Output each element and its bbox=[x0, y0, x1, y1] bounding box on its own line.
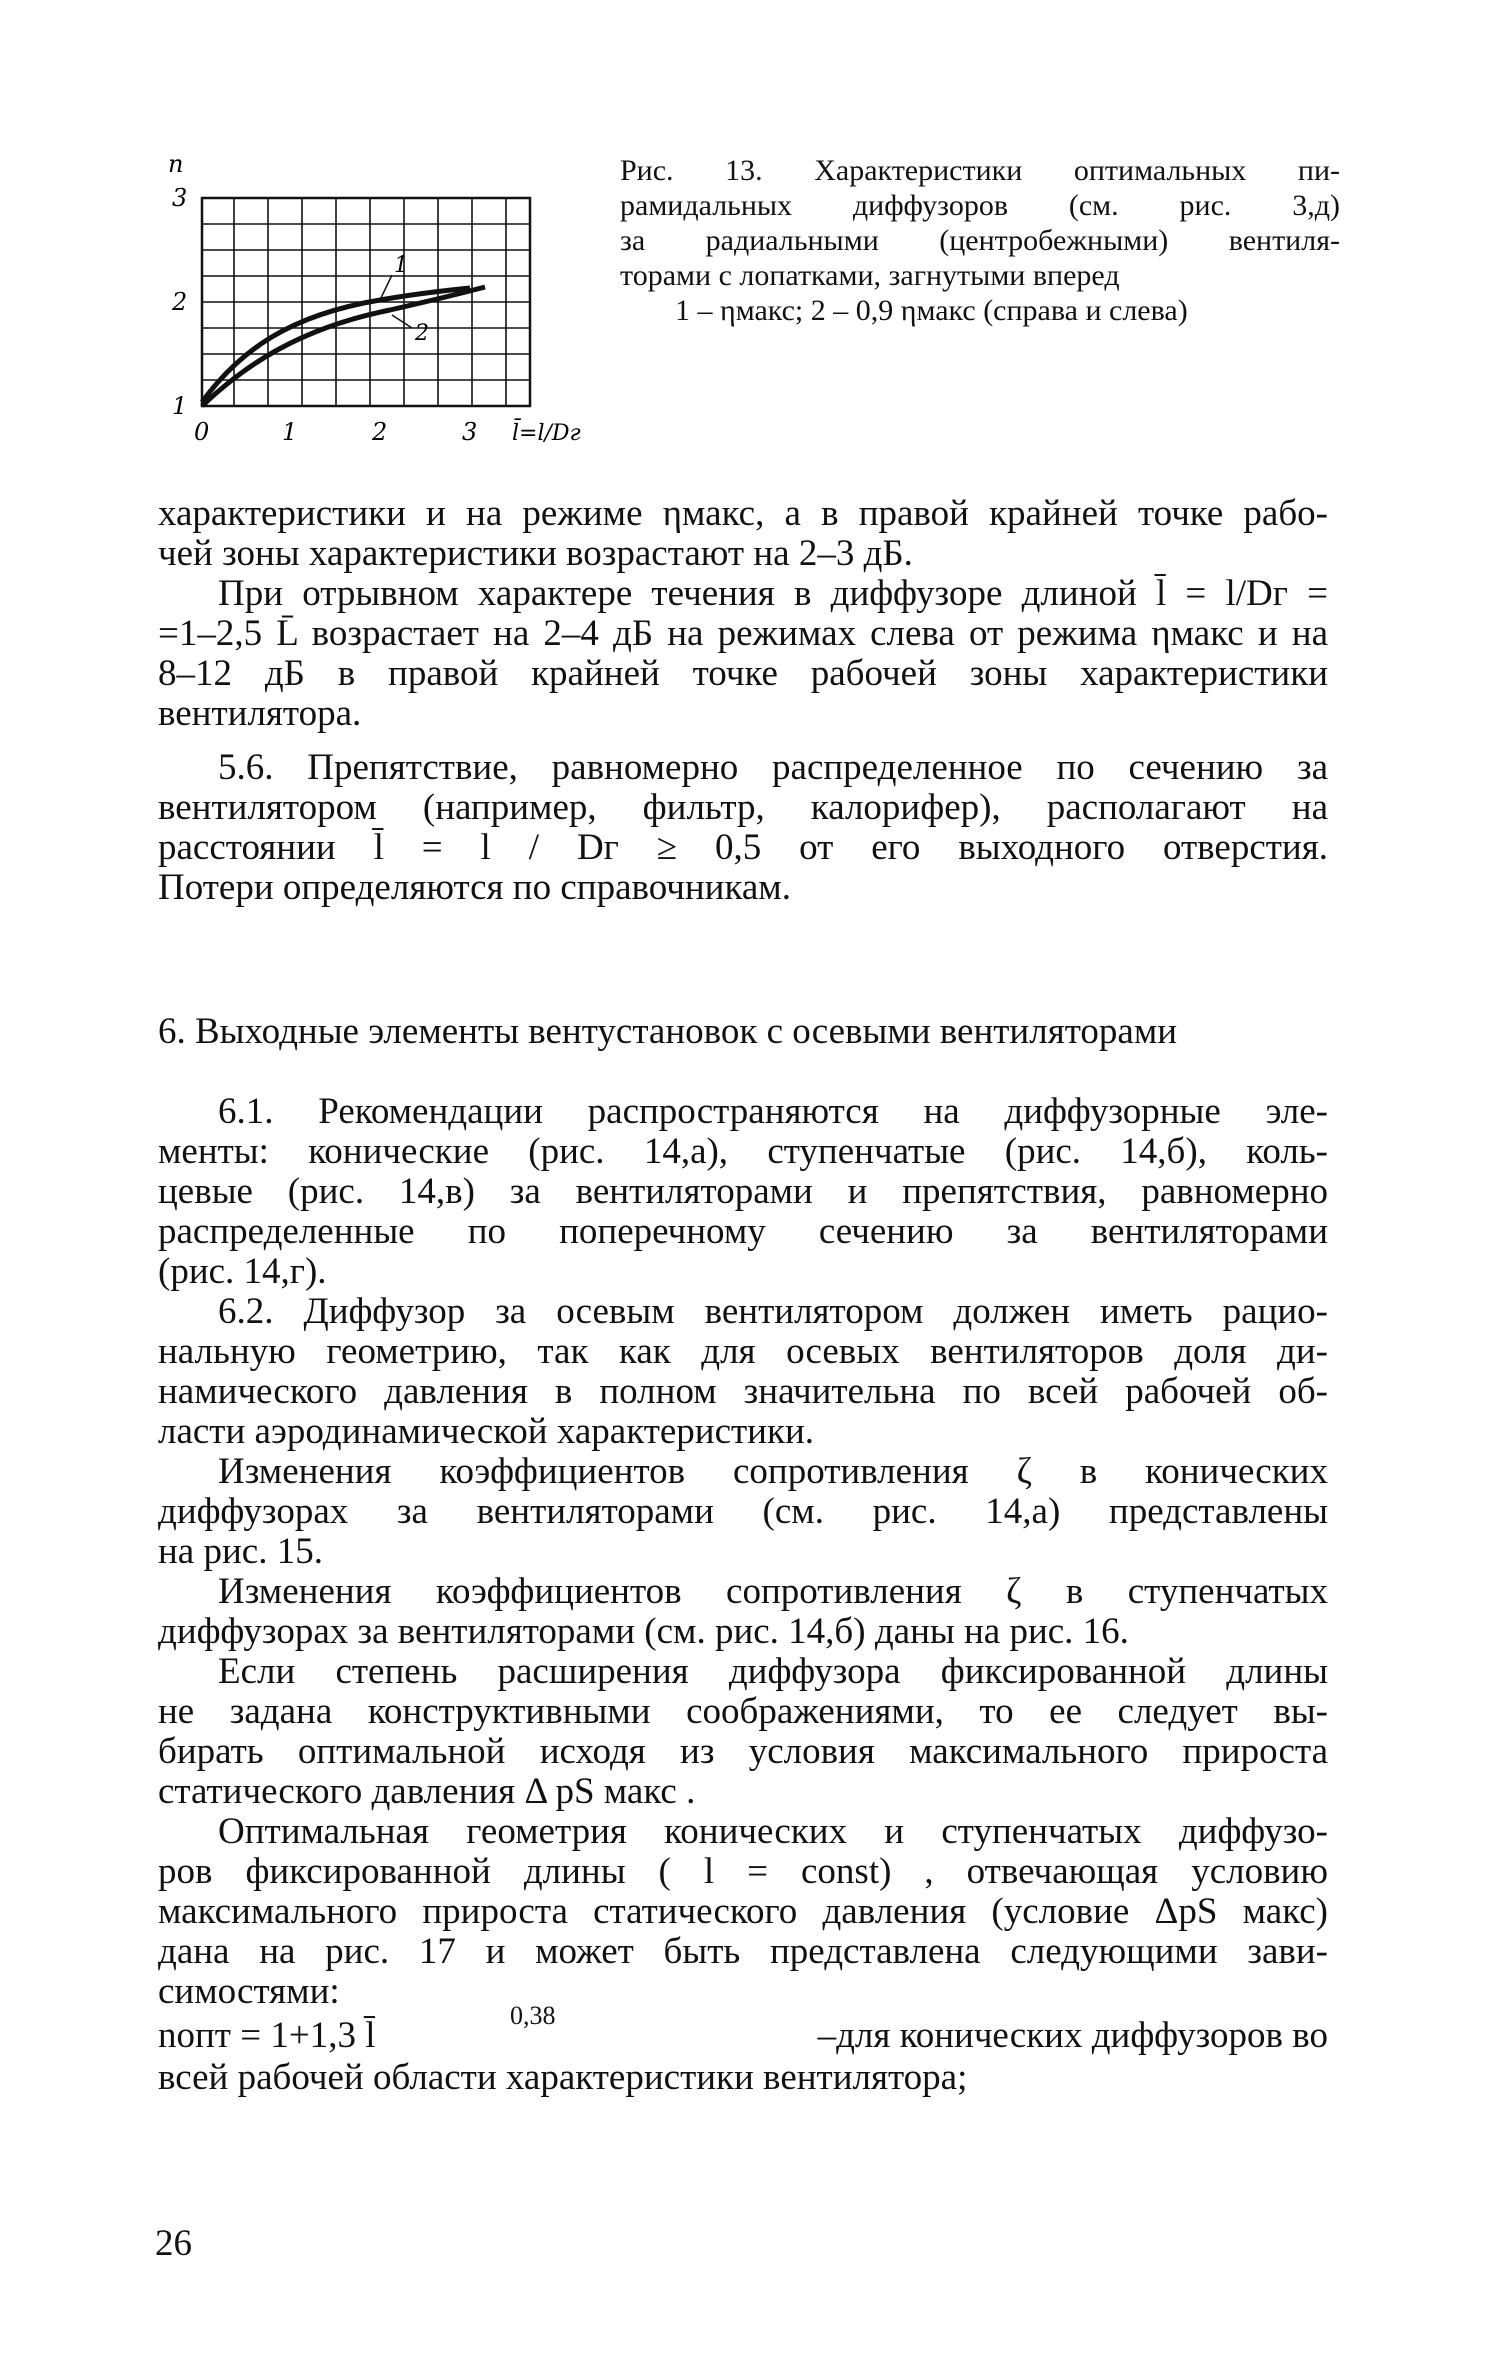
paragraph: При отрывном характере течения в диффузоре длиной l̄ = l/Dг = bbox=[218, 573, 1328, 614]
paragraph: диффузорах за вентиляторами (см. рис. 14,б) даны на рис. 16. bbox=[158, 1611, 1129, 1652]
paragraph: всей рабочей области характеристики вентилятора; bbox=[158, 2057, 968, 2098]
paragraph: ров фиксированной длины ( l = const) , отвечающая условию максимального прироста статического давления (условие ΔpS макс) дана на рис. 17 и может быть представлена следующими зави- симостями: bbox=[158, 1851, 1328, 2012]
curve-2-label: 2 bbox=[415, 321, 429, 346]
y-tick-1: 1 bbox=[172, 392, 188, 420]
caption-line: Рис. 13. Характеристики оптимальных пи- bbox=[620, 154, 1340, 187]
curve-2 bbox=[202, 287, 485, 406]
formula-line bbox=[158, 2001, 1328, 2058]
paragraph: 5.6. Препятствие, равномерно распределенное по сечению за bbox=[218, 747, 1328, 788]
paragraph: 6.1. Рекомендации распространяются на диффузорные эле- bbox=[218, 1091, 1328, 1132]
paragraph: менты: конические (рис. 14,а), ступенчатые (рис. 14,б), коль- цевые (рис. 14,в) за вентиляторами и препятствия, равномерно распределенные по поперечному сечению за вентиляторами (рис. 14,г). bbox=[158, 1131, 1328, 1292]
paragraph: Изменения коэффициентов сопротивления ζ в конических bbox=[218, 1451, 1328, 1492]
x-tick-3: 3 bbox=[462, 418, 478, 446]
paragraph: характеристики и на режиме ηмакс, а в правой крайней точке рабо- чей зоны характеристики возрастают на 2–3 дБ. bbox=[158, 493, 1328, 574]
paragraph: Оптимальная геометрия конических и ступенчатых диффузо- bbox=[218, 1811, 1328, 1852]
figure-legend: 1 – ηмакс; 2 – 0,9 ηмакс (справа и слева) bbox=[675, 294, 1188, 327]
x-tick-0: 0 bbox=[194, 418, 210, 446]
caption-line: торами с лопатками, загнутыми вперед bbox=[620, 259, 1120, 292]
leader-2 bbox=[392, 315, 412, 328]
y-tick-2: 2 bbox=[172, 288, 188, 316]
formula-exponent: 0,38 bbox=[510, 2001, 556, 2030]
paragraph: Если степень расширения диффузора фиксированной длины bbox=[218, 1651, 1328, 1692]
paragraph: диффузорах за вентиляторами (см. рис. 14,а) представлены на рис. 15. bbox=[158, 1491, 1328, 1572]
caption-line: рамидальных диффузоров (см. рис. 3,д) bbox=[620, 189, 1340, 222]
formula-description: –для конических диффузоров во bbox=[817, 2015, 1328, 2056]
paragraph: 6.2. Диффузор за осевым вентилятором должен иметь рацио- bbox=[218, 1291, 1328, 1332]
paragraph: не задана конструктивными соображениями, то ее следует вы- бирать оптимальной исходя из условия максимального прироста статического давления Δ pS макс . bbox=[158, 1691, 1328, 1812]
figure-13 bbox=[160, 150, 630, 450]
y-tick-3: 3 bbox=[172, 184, 188, 212]
x-tick-1: 1 bbox=[282, 418, 298, 446]
text-block-2 bbox=[158, 1092, 1328, 2098]
text-block-1 bbox=[158, 494, 1328, 908]
x-tick-2: 2 bbox=[372, 418, 388, 446]
paragraph: Изменения коэффициентов сопротивления ζ в ступенчатых bbox=[218, 1571, 1328, 1612]
y-axis-label: n bbox=[168, 150, 184, 178]
paragraph: =1–2,5 L̄ возрастает на 2–4 дБ на режимах слева от режима ηмакс и на 8–12 дБ в правой крайней точке рабочей зоны характеристики вентилятора. bbox=[158, 613, 1328, 734]
paragraph: нальную геометрию, так как для осевых вентиляторов доля ди- намического давления в полном значительна по всей рабочей об- ласти аэродинамической характеристики. bbox=[158, 1331, 1328, 1452]
caption-line: за радиальными (центробежными) вентиля- bbox=[620, 224, 1340, 257]
section-heading: 6. Выходные элементы вентустановок с осевыми вентиляторами bbox=[158, 1011, 1178, 1052]
paragraph: вентилятором (например, фильтр, калорифер), располагают на расстоянии l̄ = l / Dг ≥ 0,5 от его выходного отверстия. Потери определяются по справочникам. bbox=[158, 787, 1328, 908]
curve-1-label: 1 bbox=[394, 253, 408, 278]
formula-lhs: nопт = 1+1,3 l̄ bbox=[158, 2015, 376, 2056]
figure-13-graph bbox=[160, 150, 630, 450]
x-axis-label: l̄=l/Dг bbox=[512, 421, 581, 446]
figure-13-caption bbox=[620, 153, 1340, 328]
page-number: 26 bbox=[155, 2223, 192, 2264]
